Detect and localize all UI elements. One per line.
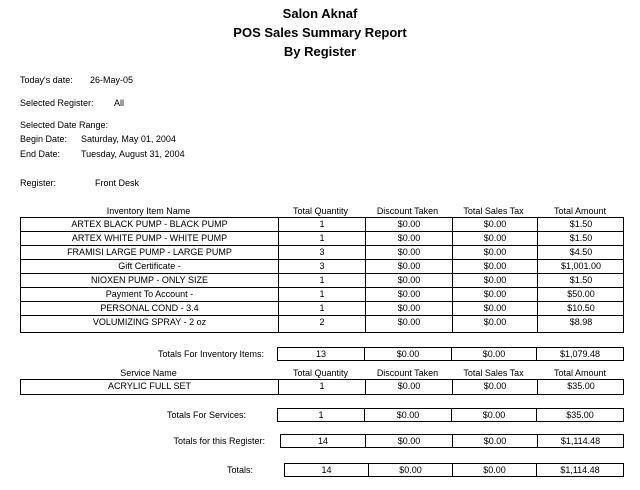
table-cell: $0.00 xyxy=(483,233,507,243)
services-totals-label: Totals For Services: xyxy=(166,410,246,420)
table-cell: $1.50 xyxy=(569,219,593,229)
register-totals-row xyxy=(280,434,624,448)
table-cell: 1 xyxy=(319,289,325,299)
table-cell: $0.00 xyxy=(397,289,421,299)
grand-total-tax: $0.00 xyxy=(483,465,506,475)
services-table xyxy=(20,379,624,395)
table-cell: ARTEX BLACK PUMP - BLACK PUMP xyxy=(71,219,228,229)
inventory-row xyxy=(21,302,623,316)
todays-date-value: 26-May-05 xyxy=(90,75,134,85)
table-cell: $0.00 xyxy=(397,233,421,243)
inventory-row xyxy=(21,218,623,232)
inventory-row xyxy=(21,316,623,330)
grand-totals-row xyxy=(284,463,624,477)
table-cell: $0.00 xyxy=(397,275,421,285)
inventory-header-amount: Total Amount xyxy=(553,206,607,216)
table-cell: 1 xyxy=(319,303,325,313)
services-header-amount: Total Amount xyxy=(553,368,607,378)
table-cell: VOLUMIZING SPRAY - 2 oz xyxy=(92,317,207,327)
table-cell: 1 xyxy=(319,219,325,229)
register-total-discount: $0.00 xyxy=(397,436,421,446)
begin-date-label: Begin Date: xyxy=(20,134,68,144)
date-range-label: Selected Date Range: xyxy=(20,120,109,130)
table-cell: $0.00 xyxy=(483,247,507,257)
table-cell: $0.00 xyxy=(397,219,421,229)
table-cell: $0.00 xyxy=(483,275,507,285)
company-name: Salon Aknaf xyxy=(282,6,358,21)
services-totals-row xyxy=(277,408,624,422)
grand-total-amount: $1,114.48 xyxy=(560,465,600,475)
inventory-header-tax: Total Sales Tax xyxy=(463,206,524,216)
inventory-total-discount: $0.00 xyxy=(396,349,420,359)
inventory-header-discount: Discount Taken xyxy=(376,206,439,216)
services-total-tax: $0.00 xyxy=(482,410,506,420)
services-header-tax: Total Sales Tax xyxy=(463,368,524,378)
table-cell: ACRYLIC FULL SET xyxy=(107,381,192,391)
grand-total-quantity: 14 xyxy=(321,465,332,475)
inventory-header-item: Inventory Item Name xyxy=(106,206,191,216)
table-cell: $0.00 xyxy=(483,219,507,229)
report-subtitle: By Register xyxy=(283,44,357,59)
selected-register-label: Selected Register: xyxy=(20,98,94,108)
inventory-row xyxy=(21,260,623,274)
table-cell: 1 xyxy=(319,275,325,285)
table-cell: $35.00 xyxy=(567,381,595,391)
table-cell: $0.00 xyxy=(483,261,507,271)
register-total-quantity: 14 xyxy=(317,436,328,446)
table-cell: $1.50 xyxy=(569,275,593,285)
inventory-header-quantity: Total Quantity xyxy=(292,206,349,216)
table-cell: $0.00 xyxy=(483,289,507,299)
inventory-row xyxy=(21,288,623,302)
register-totals-label: Totals for this Register: xyxy=(173,436,265,446)
table-cell: $0.00 xyxy=(483,381,507,391)
table-cell: $0.00 xyxy=(397,303,421,313)
inventory-totals-row xyxy=(277,347,624,361)
table-cell: $50.00 xyxy=(567,289,595,299)
table-cell: $4.50 xyxy=(569,247,593,257)
table-cell: 1 xyxy=(319,381,325,391)
services-total-quantity: 1 xyxy=(318,410,324,420)
table-cell: FRAMISI LARGE PUMP - LARGE PUMP xyxy=(67,247,232,257)
service-row xyxy=(21,380,623,394)
inventory-total-quantity: 13 xyxy=(315,349,326,359)
table-cell: $10.50 xyxy=(567,303,595,313)
inventory-totals-label: Totals For Inventory Items: xyxy=(157,349,264,359)
selected-register-value: All xyxy=(114,98,125,108)
services-header-discount: Discount Taken xyxy=(376,368,439,378)
inventory-total-tax: $0.00 xyxy=(482,349,506,359)
grand-total-discount: $0.00 xyxy=(399,465,422,475)
grand-totals-label: Totals: xyxy=(226,465,253,475)
table-cell: ARTEX WHITE PUMP - WHITE PUMP xyxy=(71,233,228,243)
register-value: Front Desk xyxy=(95,178,140,188)
register-label: Register: xyxy=(20,178,57,188)
table-cell: $0.00 xyxy=(483,303,507,313)
table-cell: 3 xyxy=(319,247,325,257)
table-cell: $1,001.00 xyxy=(560,261,602,271)
end-date-value: Tuesday, August 31, 2004 xyxy=(81,149,185,159)
inventory-row xyxy=(21,246,623,260)
table-cell: 3 xyxy=(319,261,325,271)
services-total-discount: $0.00 xyxy=(396,410,420,420)
inventory-row xyxy=(21,274,623,288)
table-cell: $0.00 xyxy=(397,317,421,327)
table-cell: Payment To Account - xyxy=(105,289,194,299)
inventory-table xyxy=(20,217,624,333)
table-cell: Gift Certificate - xyxy=(118,261,181,271)
table-cell: NIOXEN PUMP - ONLY SIZE xyxy=(90,275,209,285)
table-cell: $0.00 xyxy=(483,317,507,327)
begin-date-value: Saturday, May 01, 2004 xyxy=(81,134,176,144)
services-total-amount: $35.00 xyxy=(566,410,594,420)
services-header-name: Service Name xyxy=(120,368,177,378)
table-cell: $8.98 xyxy=(569,317,593,327)
table-cell: $0.00 xyxy=(397,381,421,391)
inventory-row xyxy=(21,232,623,246)
todays-date-label: Today's date: xyxy=(20,75,73,85)
table-cell: $0.00 xyxy=(397,247,421,257)
table-cell: PERSONAL COND - 3.4 xyxy=(100,303,199,313)
end-date-label: End Date: xyxy=(20,149,61,159)
report-title: POS Sales Summary Report xyxy=(233,25,407,40)
table-cell: 2 xyxy=(319,317,325,327)
register-total-tax: $0.00 xyxy=(483,436,507,446)
table-cell: 1 xyxy=(319,233,325,243)
services-header-quantity: Total Quantity xyxy=(292,368,349,378)
inventory-total-amount: $1,079.48 xyxy=(559,349,601,359)
table-cell: $0.00 xyxy=(397,261,421,271)
register-total-amount: $1,114.48 xyxy=(560,436,601,446)
table-cell: $1.50 xyxy=(569,233,593,243)
